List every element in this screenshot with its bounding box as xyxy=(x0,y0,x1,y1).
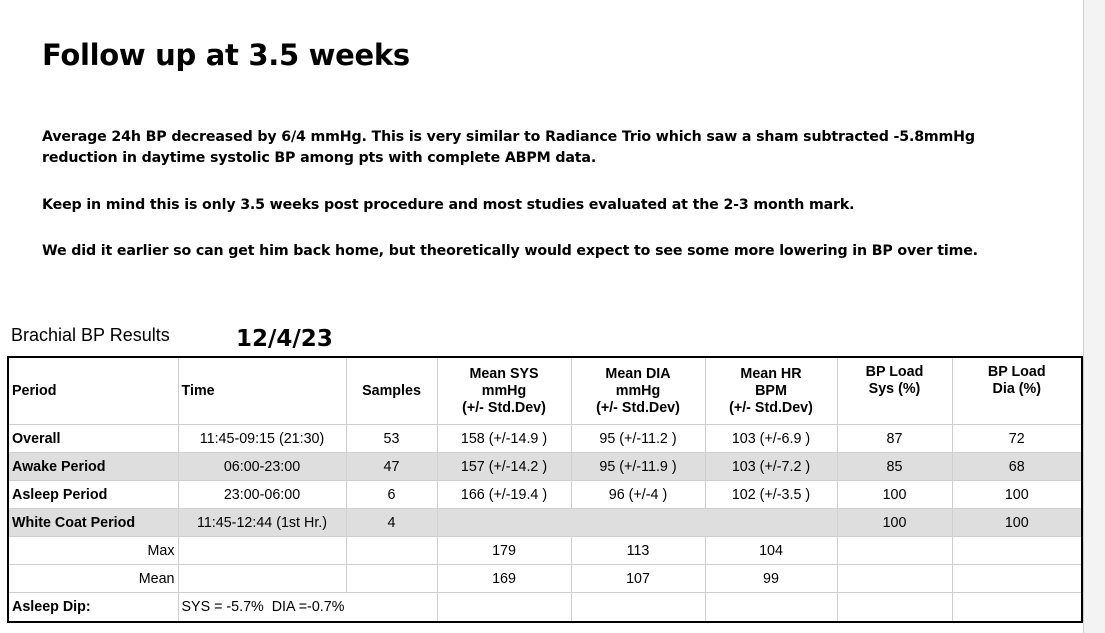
bp-results-table xyxy=(7,356,1083,623)
empty-cell xyxy=(346,537,437,565)
samples-cell: 4 xyxy=(346,509,437,537)
mean-dia-cell: 95 (+/-11.9 ) xyxy=(571,453,705,481)
empty-cell xyxy=(178,565,346,593)
empty-cell xyxy=(437,593,571,623)
col-header-samples: Samples xyxy=(346,357,437,425)
table-row-asleep-dip xyxy=(8,593,1082,623)
bp-load-dia-cell: 100 xyxy=(952,509,1082,537)
period-cell: Asleep Period xyxy=(8,481,178,509)
time-cell: 11:45-09:15 (21:30) xyxy=(178,425,346,453)
mean-sys-cell: 157 (+/-14.2 ) xyxy=(437,453,571,481)
empty-cell xyxy=(705,593,837,623)
table-row-asleep xyxy=(8,481,1082,509)
bp-load-dia-cell: 72 xyxy=(952,425,1082,453)
mean-hr-cell: 102 (+/-3.5 ) xyxy=(705,481,837,509)
window-right-edge xyxy=(1083,0,1105,633)
expectation-paragraph: We did it earlier so can get him back home, but theoretically would expect to see some more lowering in BP over time. xyxy=(42,243,978,259)
col-header-bp-load-dia: BP Load Dia (%) xyxy=(952,357,1082,425)
col-header-mean-dia: Mean DIA mmHg (+/- Std.Dev) xyxy=(571,357,705,425)
empty-cell xyxy=(952,537,1082,565)
mean-hr-cell: 103 (+/-7.2 ) xyxy=(705,453,837,481)
bp-load-dia-cell: 100 xyxy=(952,481,1082,509)
mean-sys-cell: 158 (+/-14.9 ) xyxy=(437,425,571,453)
asleep-dip-value: SYS = -5.7% DIA =-0.7% xyxy=(178,593,437,623)
time-cell: 06:00-23:00 xyxy=(178,453,346,481)
empty-cell xyxy=(837,537,952,565)
mean-dia-cell: 96 (+/-4 ) xyxy=(571,481,705,509)
empty-cell xyxy=(837,565,952,593)
slide-title: Follow up at 3.5 weeks xyxy=(42,38,410,72)
max-label: Max xyxy=(8,537,178,565)
bp-load-sys-cell: 85 xyxy=(837,453,952,481)
time-cell: 11:45-12:44 (1st Hr.) xyxy=(178,509,346,537)
period-cell: Overall xyxy=(8,425,178,453)
mean-row-sys-cell: 169 xyxy=(437,565,571,593)
col-header-bp-load-sys: BP Load Sys (%) xyxy=(837,357,952,425)
max-hr-cell: 104 xyxy=(705,537,837,565)
max-sys-cell: 179 xyxy=(437,537,571,565)
table-row-awake xyxy=(8,453,1082,481)
time-cell: 23:00-06:00 xyxy=(178,481,346,509)
report-date: 12/4/23 xyxy=(236,326,333,352)
empty-cell xyxy=(571,593,705,623)
empty-merged-cell xyxy=(437,509,837,537)
asleep-dip-label: Asleep Dip: xyxy=(8,593,178,623)
mean-hr-cell: 103 (+/-6.9 ) xyxy=(705,425,837,453)
bp-load-sys-cell: 100 xyxy=(837,481,952,509)
mean-sys-cell: 166 (+/-19.4 ) xyxy=(437,481,571,509)
mean-row-hr-cell: 99 xyxy=(705,565,837,593)
table-row-overall xyxy=(8,425,1082,453)
col-header-mean-sys: Mean SYS mmHg (+/- Std.Dev) xyxy=(437,357,571,425)
table-row-max xyxy=(8,537,1082,565)
empty-cell xyxy=(952,565,1082,593)
table-row-white-coat xyxy=(8,509,1082,537)
empty-cell xyxy=(178,537,346,565)
samples-cell: 47 xyxy=(346,453,437,481)
bp-load-sys-cell: 100 xyxy=(837,509,952,537)
period-cell: Awake Period xyxy=(8,453,178,481)
summary-paragraph: Average 24h BP decreased by 6/4 mmHg. This is very similar to Radiance Trio which saw a sham subtracted -5.8mmHg reduction in daytime systolic BP among pts with complete ABPM data. xyxy=(42,129,975,166)
col-header-time: Time xyxy=(178,357,346,425)
empty-cell xyxy=(952,593,1082,623)
timing-note-paragraph: Keep in mind this is only 3.5 weeks post procedure and most studies evaluated at the 2-3 month mark. xyxy=(42,197,855,213)
empty-cell xyxy=(837,593,952,623)
col-header-period: Period xyxy=(8,357,178,425)
table-row-mean xyxy=(8,565,1082,593)
mean-row-dia-cell: 107 xyxy=(571,565,705,593)
bp-load-dia-cell: 68 xyxy=(952,453,1082,481)
bp-load-sys-cell: 87 xyxy=(837,425,952,453)
period-cell: White Coat Period xyxy=(8,509,178,537)
table-header-row xyxy=(8,357,1082,425)
samples-cell: 6 xyxy=(346,481,437,509)
col-header-mean-hr: Mean HR BPM (+/- Std.Dev) xyxy=(705,357,837,425)
empty-cell xyxy=(346,565,437,593)
mean-label: Mean xyxy=(8,565,178,593)
samples-cell: 53 xyxy=(346,425,437,453)
mean-dia-cell: 95 (+/-11.2 ) xyxy=(571,425,705,453)
max-dia-cell: 113 xyxy=(571,537,705,565)
results-header: Brachial BP Results xyxy=(11,325,170,345)
